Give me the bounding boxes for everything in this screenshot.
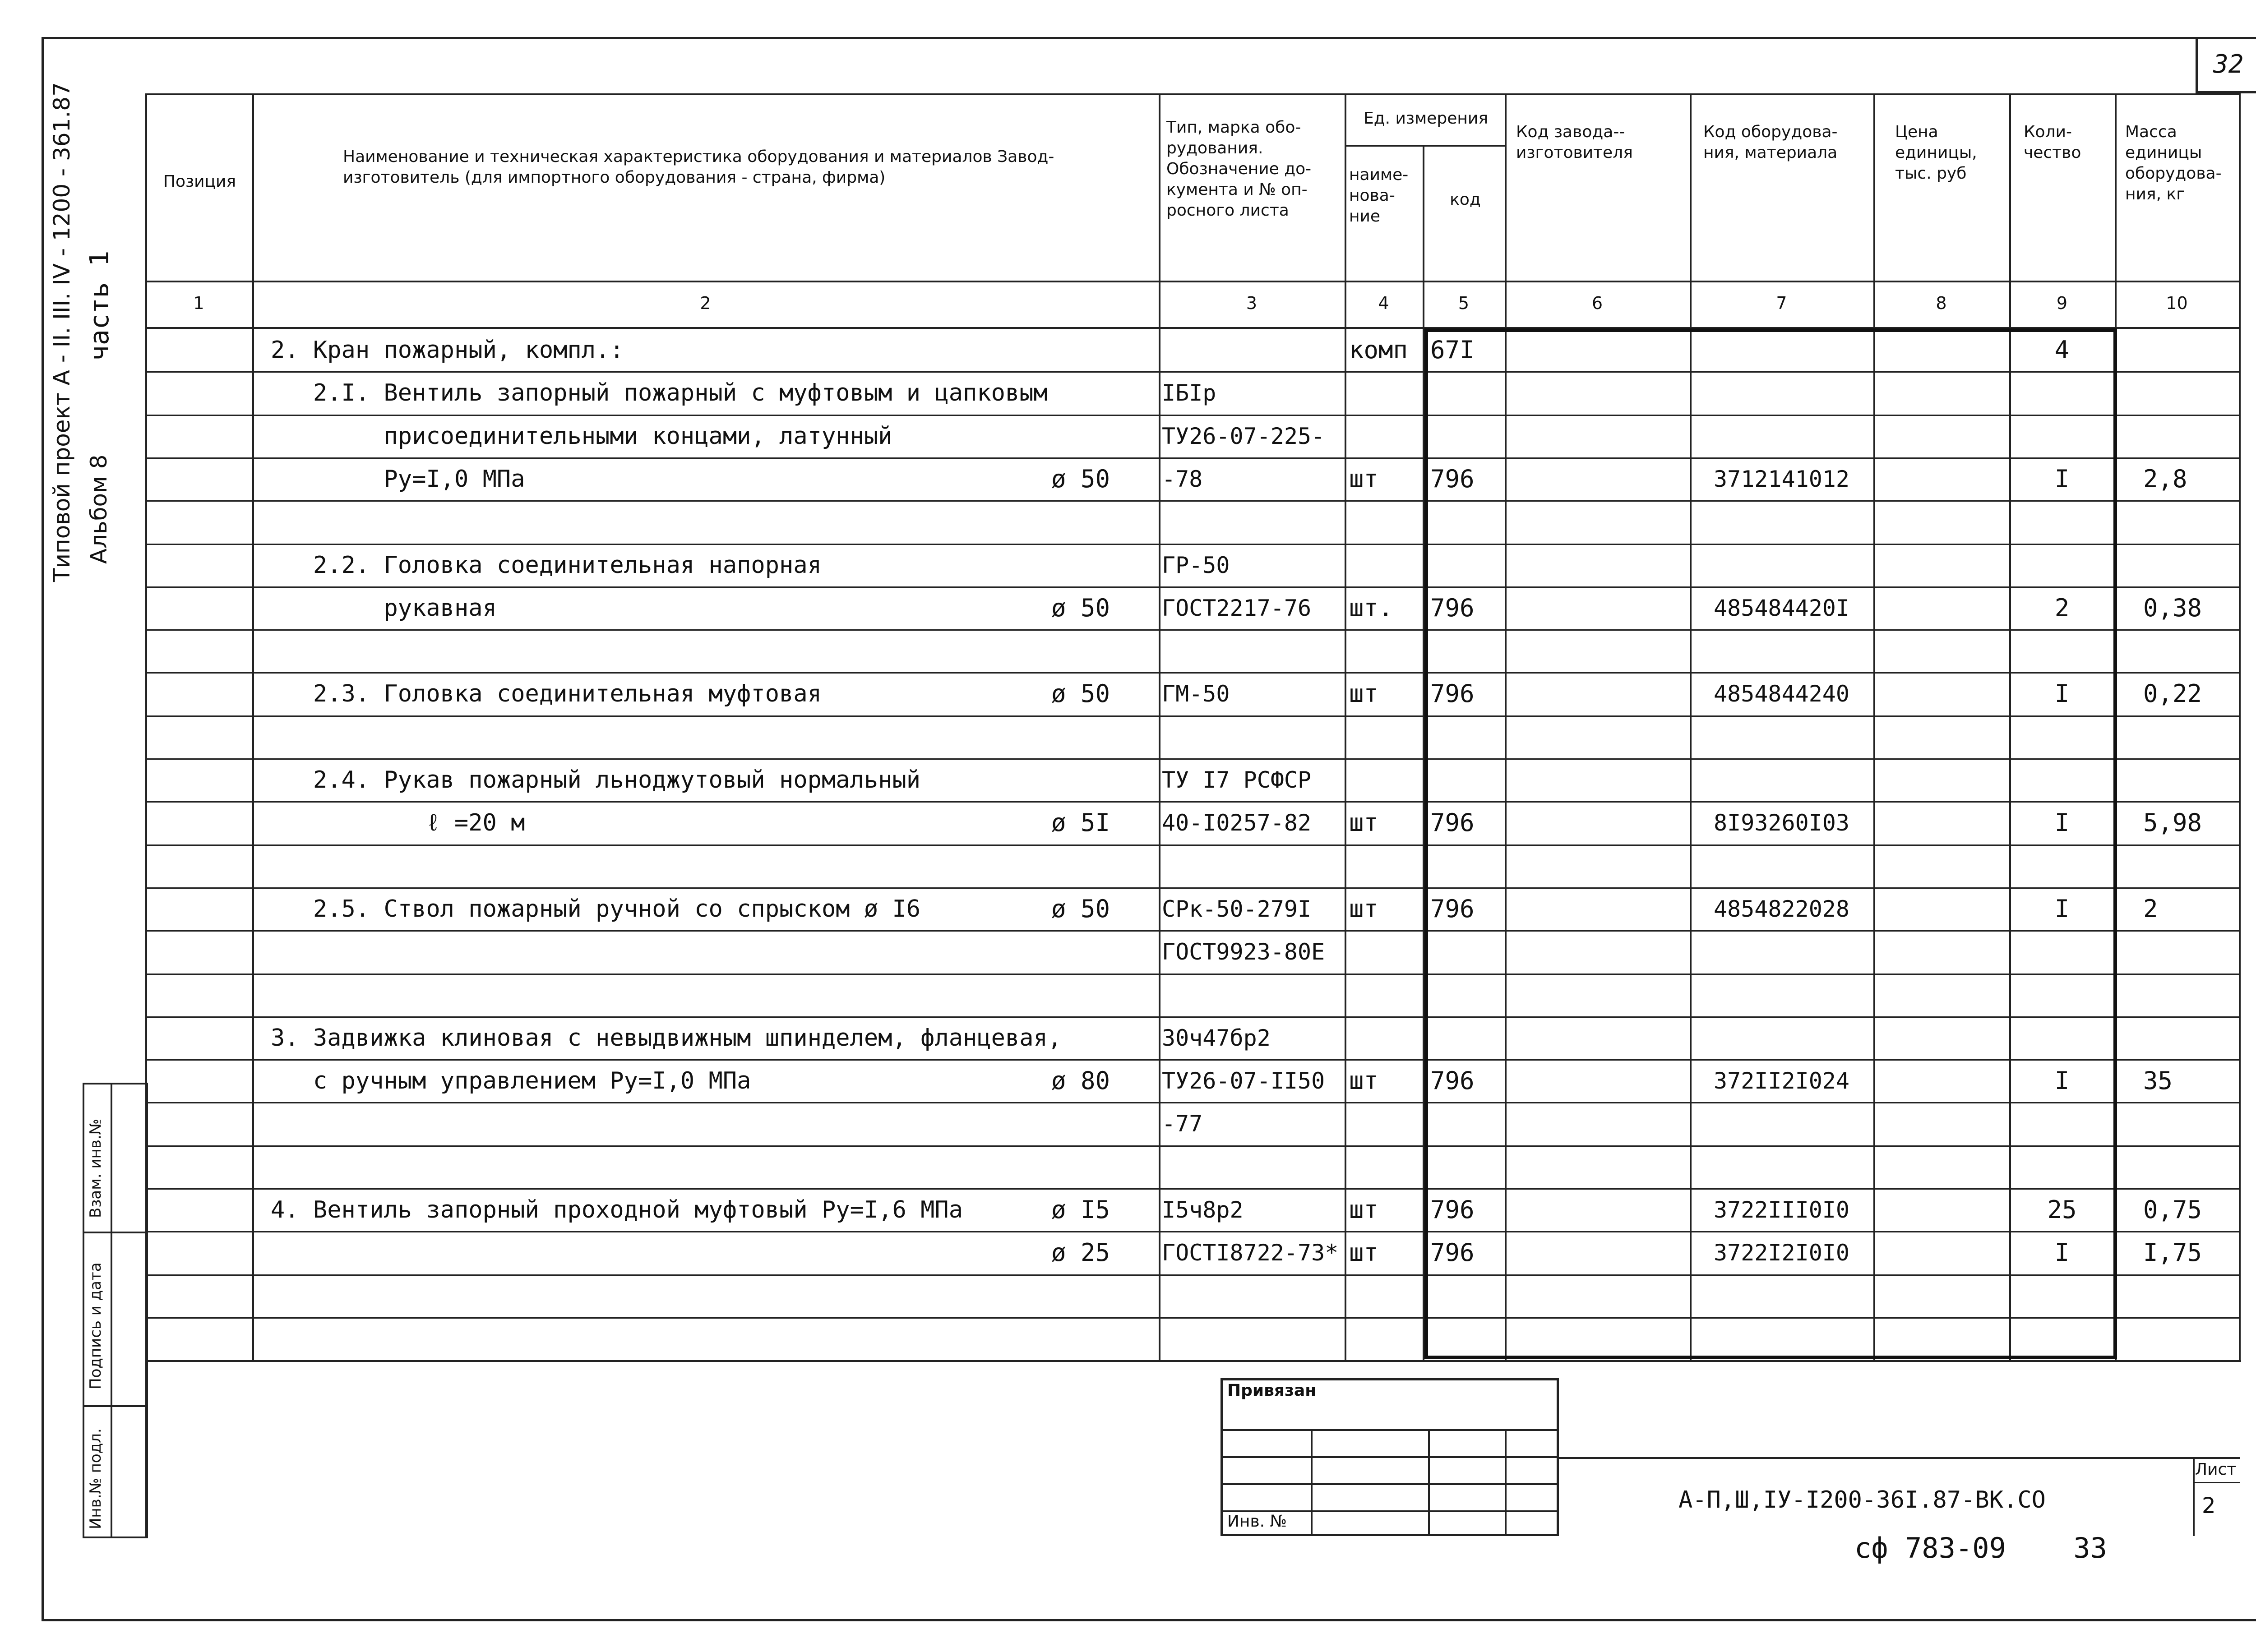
inv-no-label: Инв. № [1227, 1512, 1287, 1531]
page-number: 32 [2213, 50, 2244, 79]
row-unit-code: 796 [1430, 594, 1475, 622]
table-bottom-line [145, 1360, 2241, 1362]
sheet-number: 2 [2202, 1493, 2216, 1518]
row-mass: 35 [2143, 1066, 2173, 1095]
row-type: ГМ-50 [1162, 681, 1230, 707]
row-diameter: ø 80 [1051, 1066, 1110, 1095]
row-unit: комп [1349, 336, 1408, 364]
row-type: ТУ I7 РСФСР [1162, 767, 1312, 793]
header-factory-code: Код завода--изготовителя [1516, 123, 1633, 162]
bound-vline-3 [1505, 1429, 1507, 1536]
row-mass: 0,75 [2143, 1195, 2202, 1224]
row-unit: шт [1349, 679, 1379, 708]
colnum-3: 3 [1246, 293, 1257, 313]
row-diameter: ø 50 [1051, 465, 1110, 493]
left-strip-inv-podl: Инв.№ подл. [87, 1428, 105, 1529]
colnum-4: 4 [1378, 293, 1389, 313]
row-unit-code: 796 [1430, 1238, 1475, 1267]
left-strip-divider [111, 1083, 112, 1538]
row-unit-code: 796 [1430, 808, 1475, 837]
row-mass: 0,38 [2143, 594, 2202, 622]
row-diameter: ø 50 [1051, 594, 1110, 622]
row-unit: шт [1349, 895, 1379, 923]
row-type: 30ч47бр2 [1162, 1025, 1271, 1051]
row-name: Ру=I,0 МПа [271, 466, 525, 493]
col-line-1 [252, 93, 254, 1361]
row-qty: I [2054, 1238, 2070, 1267]
bound-vline-1 [1311, 1429, 1313, 1536]
row-type: ГОСТ9923-80Е [1162, 939, 1325, 965]
side-part-title: часть 1 [84, 250, 115, 361]
row-name: 2.I. Вентиль запорный пожарный с муфтовым и цапковым [271, 379, 1048, 406]
colnum-1: 1 [193, 293, 204, 313]
row-name: рукавная [271, 595, 497, 622]
row-mass: 5,98 [2143, 808, 2202, 837]
row-type: ГОСТ2217-76 [1162, 595, 1312, 621]
row-name: 2.2. Головка соединительная напорная [271, 552, 822, 579]
header-bottom-line [145, 281, 2239, 282]
colnum-6: 6 [1591, 293, 1603, 313]
header-unit-name: наиме-нова-ние [1349, 166, 1409, 226]
header-unit-group: Ед. измерения [1364, 109, 1488, 128]
row-name: 2.4. Рукав пожарный льноджутовый нормальный [271, 766, 921, 794]
document-code: А-П,Ш,IУ-I200-36I.87-ВК.СО [1678, 1486, 2046, 1514]
colnum-5: 5 [1458, 293, 1470, 313]
row-type: ГР-50 [1162, 552, 1230, 578]
row-unit: шт [1349, 1066, 1379, 1095]
bound-label: Привязан [1227, 1381, 1317, 1400]
row-type: -77 [1162, 1111, 1203, 1137]
colnum-7: 7 [1776, 293, 1787, 313]
row-type: -78 [1162, 466, 1203, 492]
row-unit: шт [1349, 808, 1379, 837]
colnum-9: 9 [2056, 293, 2068, 313]
row-name: 4. Вентиль запорный проходной муфтовый Ру=I,6 МПа [271, 1196, 963, 1223]
row-mass: I,75 [2143, 1238, 2202, 1267]
row-name: 2. Кран пожарный, компл.: [271, 337, 624, 364]
row-equip-code: 3722I2I0I0 [1713, 1240, 1850, 1266]
sheet-label: Лист [2195, 1460, 2237, 1479]
row-type: 40-I0257-82 [1162, 810, 1312, 836]
row-qty: I [2054, 465, 2070, 493]
colnum-10: 10 [2166, 293, 2188, 313]
row-equip-code: 485484420I [1713, 595, 1850, 621]
unit-subheader-line [1345, 145, 1505, 147]
row-name: ℓ =20 м [271, 809, 525, 836]
row-unit: шт. [1349, 594, 1393, 622]
col-line-10 [2239, 93, 2241, 1361]
row-unit-code: 796 [1430, 465, 1475, 493]
row-equip-code: 372II2I024 [1713, 1068, 1850, 1094]
row-equip-code: 8I93260I03 [1713, 810, 1850, 836]
row-type: ТУ26-07-225- [1162, 423, 1325, 449]
row-qty: I [2054, 1066, 2070, 1095]
row-equip-code: 4854844240 [1713, 681, 1850, 707]
row-qty: 25 [2047, 1195, 2077, 1224]
row-unit-code: 796 [1430, 1066, 1475, 1095]
row-unit-code: 796 [1430, 679, 1475, 708]
table-top-line [145, 93, 2239, 95]
left-strip-sign: Подпись и дата [87, 1262, 105, 1389]
row-unit-code: 796 [1430, 895, 1475, 923]
col-line-2 [1159, 93, 1160, 1361]
header-type: Тип, марка обо-рудования. Обозначение до-кумента и № оп-росного листа [1166, 118, 1312, 220]
header-position: Позиция [163, 172, 236, 191]
row-type: I5ч8р2 [1162, 1197, 1244, 1223]
row-unit: шт [1349, 1195, 1379, 1224]
row-unit: шт [1349, 465, 1379, 493]
header-equip-code: Код оборудова-ния, материала [1703, 123, 1838, 162]
bound-line-1 [1220, 1429, 1559, 1431]
header-name: Наименование и техническая характеристика оборудования и материалов Завод-изготовитель (для импортного оборудования - страна, фирма) [343, 148, 1054, 187]
row-equip-code: 4854822028 [1713, 896, 1850, 922]
row-name: присоединительными концами, латунный [271, 423, 892, 450]
footer-handwritten-number: сф 783-09 33 [1854, 1532, 2107, 1564]
row-name: с ручным управлением Ру=I,0 МПа [271, 1067, 751, 1094]
row-qty: 4 [2054, 336, 2070, 364]
colnum-8: 8 [1936, 293, 1947, 313]
doc-stamp-top [1559, 1457, 2240, 1459]
row-mass: 2,8 [2143, 465, 2187, 493]
row-name: 2.3. Головка соединительная муфтовая [271, 680, 822, 707]
row-diameter: ø I5 [1051, 1195, 1110, 1224]
bound-line-3 [1220, 1483, 1559, 1485]
row-qty: I [2054, 808, 2070, 837]
col-line-3 [1345, 93, 1346, 1361]
row-type: IБIр [1162, 380, 1216, 406]
left-strip-line-2 [83, 1405, 148, 1407]
row-qty: 2 [2054, 594, 2070, 622]
row-unit-code: 67I [1430, 336, 1475, 364]
header-unit-code: код [1450, 190, 1481, 209]
row-equip-code: 3712141012 [1713, 466, 1850, 492]
header-qty: Коли-чество [2024, 123, 2081, 162]
row-diameter: ø 5I [1051, 808, 1110, 837]
row-diameter: ø 50 [1051, 679, 1110, 708]
left-strip-vzam: Взам. инв.№ [87, 1118, 105, 1218]
doc-stamp-sheet-divider [2193, 1457, 2195, 1536]
bound-line-2 [1220, 1456, 1559, 1458]
colnum-2: 2 [700, 293, 711, 313]
row-type: ТУ26-07-II50 [1162, 1068, 1325, 1094]
side-project-title: Типовой проект А - II. III. IV - 1200 - 361.87 [49, 82, 75, 582]
bound-vline-2 [1428, 1429, 1430, 1536]
row-diameter: ø 50 [1051, 895, 1110, 923]
row-name: 3. Задвижка клиновая с невыдвижным шпинделем, фланцевая, [271, 1024, 1062, 1052]
row-diameter: ø 25 [1051, 1238, 1110, 1267]
sheet-label-line [2193, 1482, 2240, 1483]
row-qty: I [2054, 679, 2070, 708]
side-album-title: Альбом 8 [86, 454, 112, 564]
row-name: 2.5. Ствол пожарный ручной со спрыском ø I6 [271, 895, 921, 923]
header-mass: Масса единицы оборудова-ния, кг [2125, 123, 2222, 203]
left-strip-line-1 [83, 1232, 148, 1233]
row-equip-code: 3722III0I0 [1713, 1197, 1850, 1223]
row-unit: шт [1349, 1238, 1379, 1267]
header-price: Цена единицы, тыс. руб [1895, 123, 1977, 183]
row-unit-code: 796 [1430, 1195, 1475, 1224]
row-mass: 0,22 [2143, 679, 2202, 708]
row-qty: I [2054, 895, 2070, 923]
row-mass: 2 [2143, 895, 2158, 923]
row-type: СРк-50-279I [1162, 896, 1312, 922]
row-type: ГОСТI8722-73* [1162, 1240, 1339, 1266]
